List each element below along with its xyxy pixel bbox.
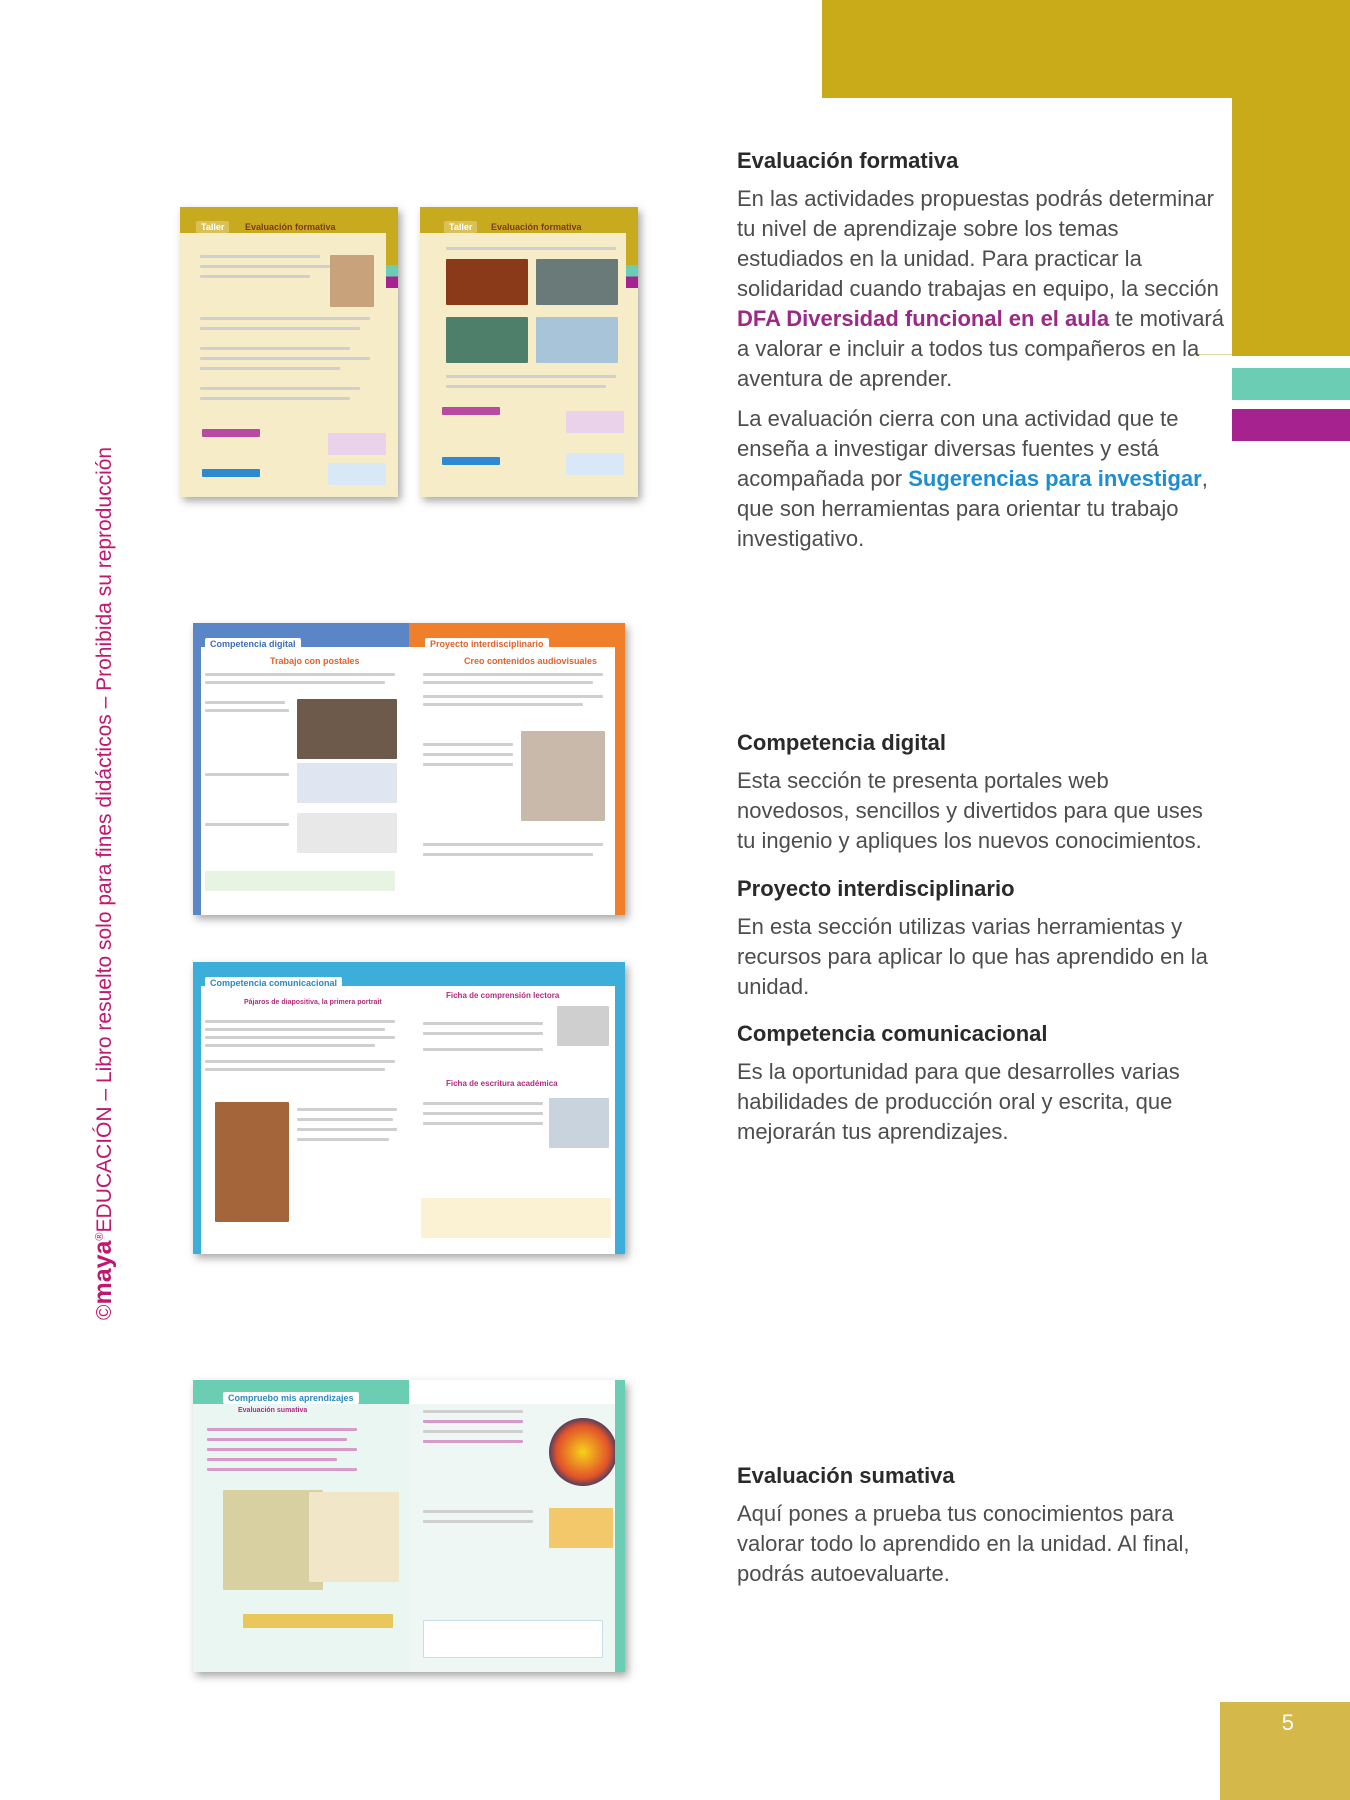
section-competencia-digital [737, 730, 1227, 866]
section-title: Proyecto interdisciplinario [737, 876, 1015, 901]
thumbnail-title: Competencia digital [205, 638, 301, 650]
thumbnail-evaluacion-sumativa [193, 1380, 625, 1672]
thumbnail-evaluacion-formativa-left [180, 207, 398, 497]
thumbnail-title: Evaluación formativa [245, 222, 336, 232]
section-evaluacion-sumativa [737, 1463, 1227, 1599]
earth-layers-image [549, 1418, 617, 1486]
thumbnail-subtitle: Creo contenidos audiovisuales [464, 656, 598, 666]
screenshot-image [297, 699, 397, 759]
thumbnail-title: Evaluación formativa [491, 222, 582, 232]
copyright-notice [86, 446, 117, 1320]
thumbnail-competencia-digital [193, 623, 625, 915]
thumbnail-subtitle: Evaluación sumativa [238, 1407, 308, 1414]
thumbnail-title: Competencia comunicacional [205, 977, 342, 989]
thumbnail-evaluacion-formativa-right [420, 207, 638, 497]
section-paragraph: Es la oportunidad para que desarrolles varias habilidades de producción oral y escrita, que mejorarán tus aprendizajes. [737, 1059, 1180, 1144]
map-image [223, 1490, 323, 1590]
thumbnail-tag: Taller [196, 221, 229, 233]
birds-photo [536, 317, 618, 363]
thumbnail-tag: Taller [444, 221, 477, 233]
section-title: Competencia comunicacional [737, 1021, 1048, 1046]
section-title: Evaluación formativa [737, 148, 959, 173]
section-competencia-comunicacional [737, 1021, 1227, 1157]
thumbnail-competencia-comunicacional [193, 962, 625, 1254]
thumbnail-title: Ficha de escritura académica [446, 1079, 558, 1088]
thumbnail-subtitle: Pájaros de diapositiva, la primera portrait [244, 999, 382, 1006]
portrait-image [330, 255, 374, 307]
thumbnail-subtitle: Trabajo con postales [270, 656, 360, 666]
page-number: 5 [1281, 1710, 1294, 1735]
portrait-painting [215, 1102, 289, 1222]
section-paragraph: La evaluación cierra con una actividad que te enseña a investigar diversas fuentes y está acompañada por Sugerencias para investigar, que son herramientas para orientar tu trabajo investigativo. [737, 406, 1208, 551]
section-evaluacion-formativa [737, 148, 1227, 564]
copyright-text: EDUCACIÓN – Libro resuelto solo para fines didácticos – Prohibida su reproducción [93, 446, 116, 1233]
section-proyecto-interdisciplinario [737, 876, 1227, 1012]
section-title: Evaluación sumativa [737, 1463, 955, 1488]
top-gold-bar [822, 0, 1350, 98]
forest-photo [446, 317, 528, 363]
thumbnail-title: Ficha de comprensión lectora [446, 991, 560, 1000]
sugerencias-highlight: Sugerencias para investigar [908, 466, 1202, 491]
brand-logo-text: maya [89, 1240, 117, 1305]
section-paragraph: En las actividades propuestas podrás determinar tu nivel de aprendizaje sobre los temas estudiados en la unidad. Para practicar la solidaridad cuando trabajas en equipo, la sección DFA Diversidad funcional en el aula te motivará a valorar e incluir a todos tus compañeros en la aventura de aprender. [737, 186, 1224, 391]
section-title: Competencia digital [737, 730, 947, 755]
section-paragraph: Aquí pones a prueba tus conocimientos para valorar todo lo aprendido en la unidad. Al final, podrás autoevaluarte. [737, 1501, 1190, 1586]
section-paragraph: Esta sección te presenta portales web novedosos, sencillos y divertidos para que uses tu ingenio y apliques los nuevos conocimientos. [737, 768, 1203, 853]
fire-photo [446, 259, 528, 305]
teal-tab [1232, 368, 1350, 400]
classroom-photo [521, 731, 605, 821]
side-gold-bar [1232, 98, 1350, 356]
registered-mark: ® [94, 1232, 106, 1241]
dfa-highlight: DFA Diversidad funcional en el aula [737, 306, 1110, 331]
section-paragraph: En esta sección utilizas varias herramientas y recursos para aplicar lo que has aprendido en la unidad. [737, 914, 1208, 999]
thumbnail-title: Proyecto interdisciplinario [425, 638, 549, 650]
purple-tab [1232, 409, 1350, 441]
thumbnail-title: Compruebo mis aprendizajes [223, 1392, 359, 1404]
storm-photo [536, 259, 618, 305]
copyright-symbol: © [93, 1304, 116, 1320]
